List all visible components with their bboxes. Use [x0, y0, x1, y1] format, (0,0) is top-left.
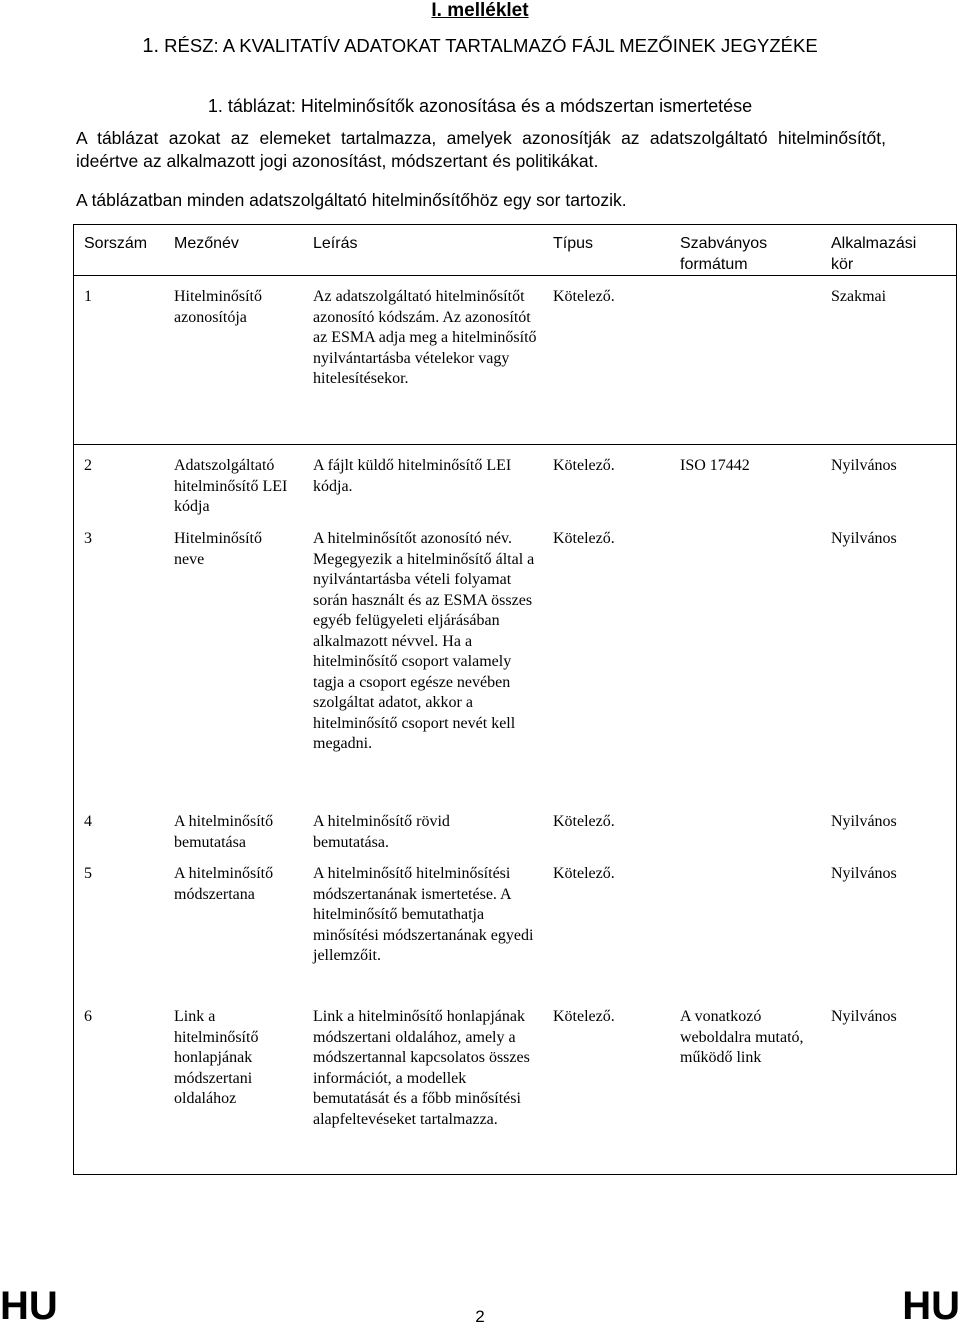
- cell-description: A hitelminősítőt azonosító név. Megegyezik a hitelminősítő által a nyilvántartásba vételi folyamat során használt és az ESMA összes egyéb felügyeleti eljárásában alkalmazott névvel. Ha a hitelminősítő csoport valamely tagja a csoport egésze nevében szolgáltat adatot, akkor a hitelminősítő csoport nevét kell megadni.: [313, 530, 535, 752]
- cell-field: Link a hitelminősítő honlapjának módszertani oldalához: [174, 1008, 259, 1107]
- cell-number: 3: [84, 530, 92, 547]
- language-code-right: HU: [902, 1284, 960, 1328]
- table-caption: 1. táblázat: Hitelminősítők azonosítása és a módszertan ismertetése: [207, 96, 753, 116]
- cell-description: A hitelminősítő rövid bemutatása.: [313, 813, 450, 851]
- cell-number: 2: [84, 457, 92, 474]
- column-header: Szabványos formátum: [680, 235, 768, 273]
- cell-scope: Nyilvános: [831, 457, 897, 474]
- row-separator: [73, 444, 957, 445]
- cell-number: 4: [84, 813, 92, 830]
- cell-scope: Nyilvános: [831, 865, 897, 882]
- part-number: 1.: [142, 35, 160, 57]
- intro-paragraph: A táblázat azokat az elemeket tartalmazza, amelyek azonosítják az adatszolgáltató hitelminősítőt, ideértve az alkalmazott jogi azonosítást, módszertant és politikákat.: [76, 128, 886, 171]
- cell-type: Kötelező.: [553, 530, 615, 547]
- header-separator: [73, 275, 957, 276]
- cell-number: 6: [84, 1008, 92, 1025]
- cell-number: 1: [84, 288, 92, 305]
- part-title: RÉSZ: A KVALITATÍV ADATOKAT TARTALMAZÓ FÁJL MEZŐINEK JEGYZÉKE: [164, 35, 818, 56]
- language-code-left: HU: [0, 1284, 58, 1328]
- cell-type: Kötelező.: [553, 813, 615, 830]
- part-heading: [0, 34, 960, 58]
- page-number: 2: [475, 1307, 485, 1326]
- cell-field: A hitelminősítő módszertana: [174, 865, 274, 903]
- cell-format: A vonatkozó weboldalra mutató, működő link: [680, 1008, 804, 1066]
- cell-type: Kötelező.: [553, 457, 615, 474]
- cell-description: Az adatszolgáltató hitelminősítőt azonosító kódszám. Az azonosítót az ESMA adja meg a hitelminősítő nyilvántartásba vételekor vagy hitelesítésekor.: [313, 288, 537, 387]
- column-header: Alkalmazási kör: [831, 235, 917, 273]
- cell-number: 5: [84, 865, 92, 882]
- column-header: Leírás: [313, 235, 358, 252]
- cell-scope: Nyilvános: [831, 813, 897, 830]
- note-paragraph: A táblázatban minden adatszolgáltató hitelminősítőhöz egy sor tartozik.: [76, 190, 627, 210]
- column-header: Mezőnév: [174, 235, 239, 252]
- column-header: Sorszám: [84, 235, 148, 252]
- cell-description: A hitelminősítő hitelminősítési módszertanának ismertetése. A hitelminősítő bemutathatja minősítési módszertanának egyedi jellemzőit.: [313, 865, 534, 964]
- column-header: Típus: [553, 235, 594, 252]
- cell-field: A hitelminősítő bemutatása: [174, 813, 274, 851]
- cell-type: Kötelező.: [553, 288, 615, 305]
- cell-description: A fájlt küldő hitelminősítő LEI kódja.: [313, 457, 512, 495]
- cell-type: Kötelező.: [553, 1008, 615, 1025]
- cell-scope: Nyilvános: [831, 1008, 897, 1025]
- cell-description: Link a hitelminősítő honlapjának módszertani oldalához, amely a módszertannal kapcsolatos összes információt, a modellek bemutatását és a főbb minősítési alapfeltevéseket tartalmazza.: [313, 1008, 530, 1128]
- cell-field: Adatszolgáltató hitelminősítő LEI kódja: [174, 457, 288, 515]
- cell-field: Hitelminősítő neve: [174, 530, 262, 568]
- cell-format: ISO 17442: [680, 457, 750, 474]
- annex-title: I. melléklet: [431, 0, 529, 21]
- cell-field: Hitelminősítő azonosítója: [174, 288, 262, 326]
- cell-scope: Nyilvános: [831, 530, 897, 547]
- cell-scope: Szakmai: [831, 288, 887, 305]
- cell-type: Kötelező.: [553, 865, 615, 882]
